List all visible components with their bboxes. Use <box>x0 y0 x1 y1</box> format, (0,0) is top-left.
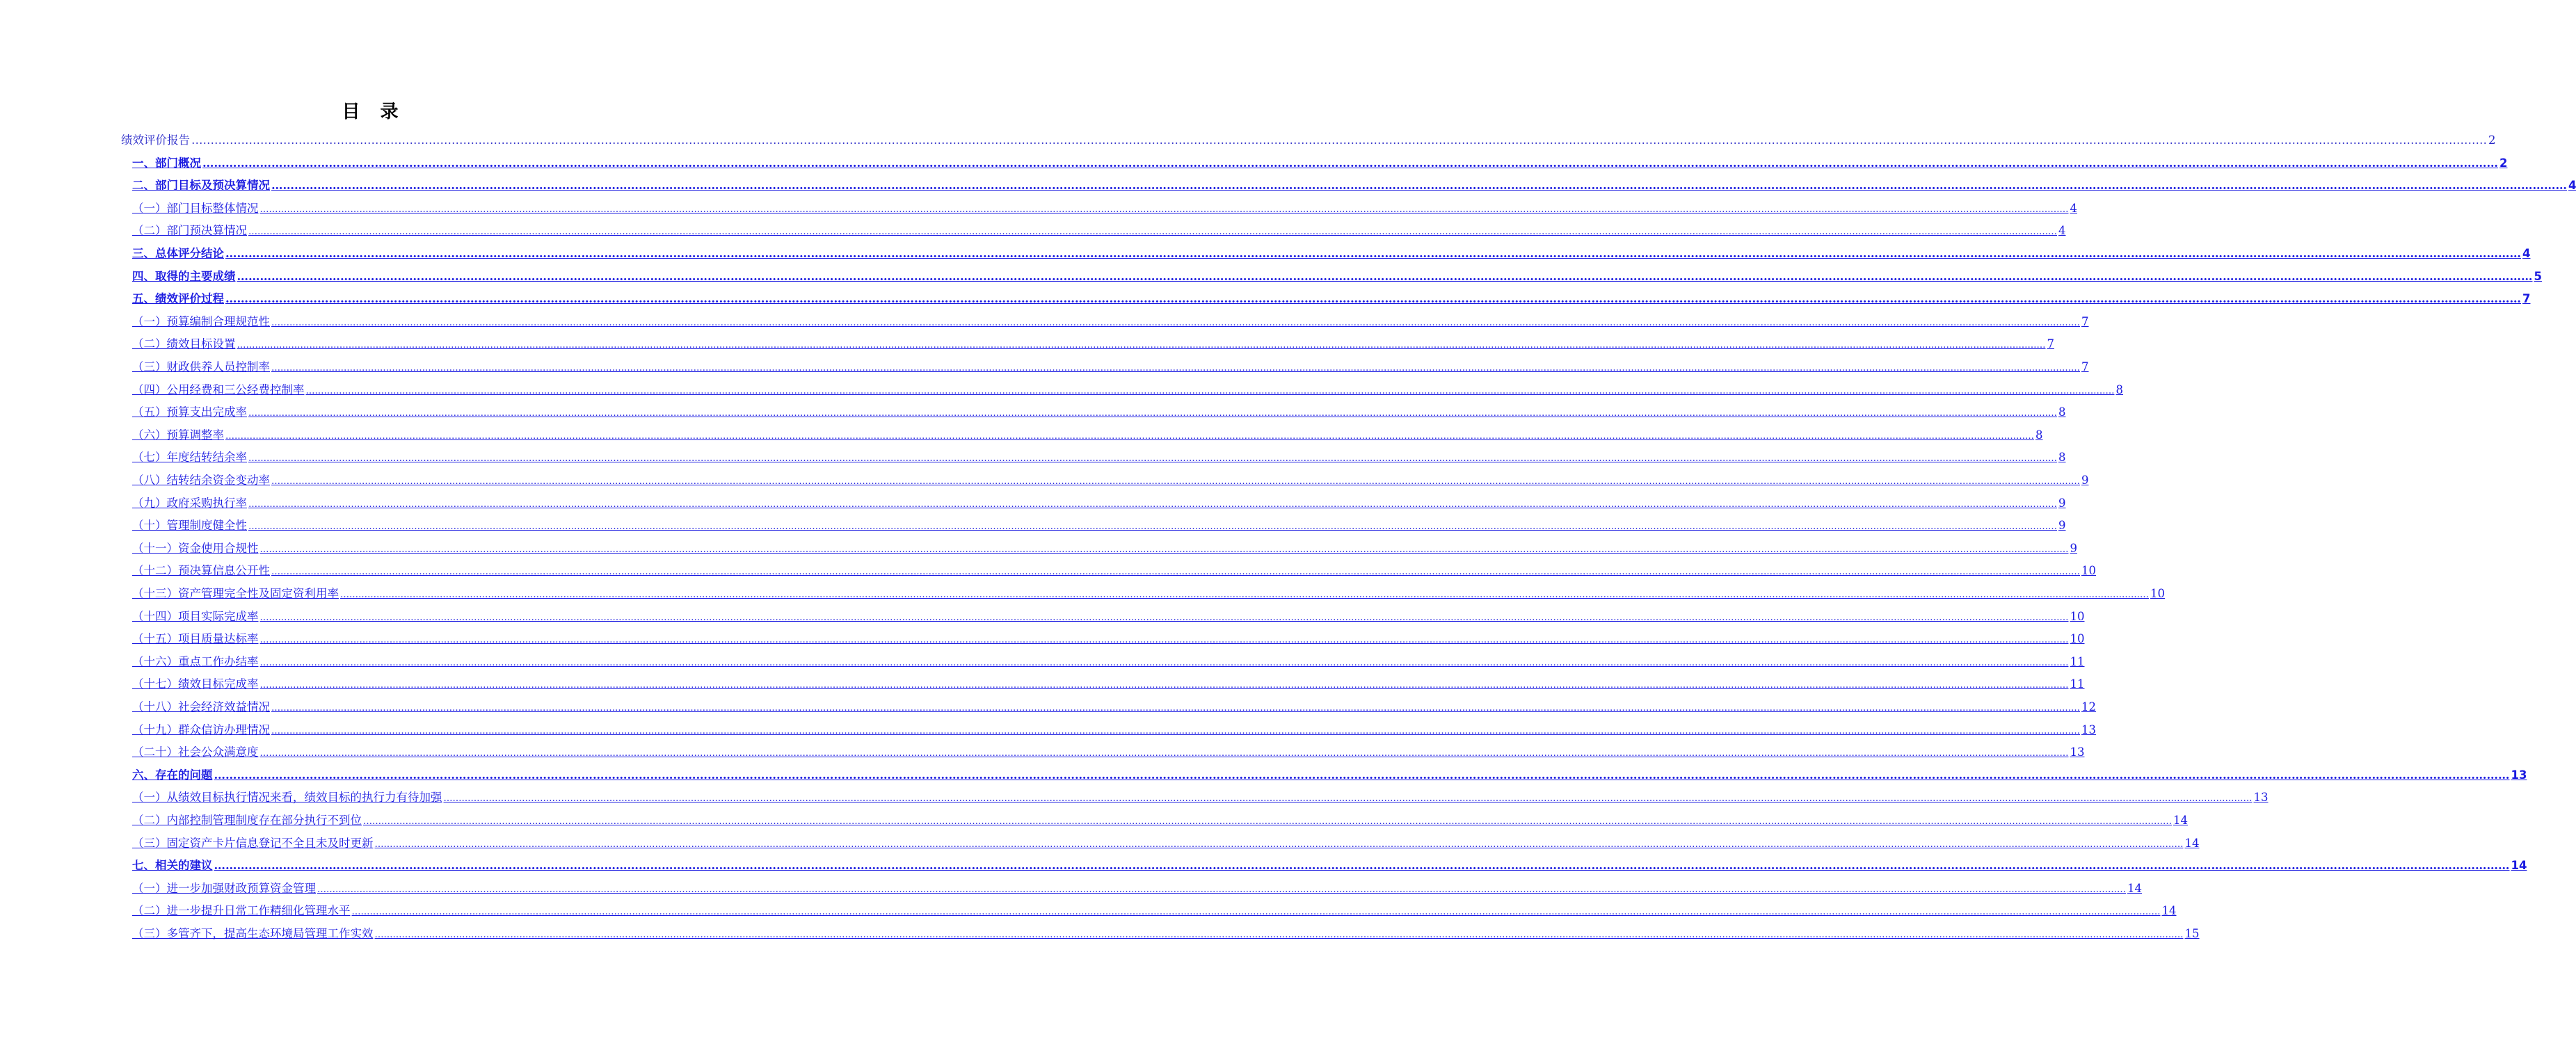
toc-entry[interactable] <box>132 563 2096 579</box>
toc-entry[interactable] <box>132 903 2177 919</box>
toc-entry-label: 六、存在的问题 <box>132 768 213 782</box>
toc-leader-dots: …………………………………………………………………………………………………………………………………………………………………………………………………………………………………………………………………………………………………………………………………………………………………………………………………………………………………………………………………………………………………………………………………………………… <box>259 544 2069 555</box>
toc-entry-page-number: 8 <box>2058 405 2066 419</box>
toc-entry-page-number: 2 <box>2499 156 2508 170</box>
toc-entry-label: （三）多管齐下，提高生态环境局管理工作实效 <box>132 927 374 940</box>
toc-entry-label: （十三）资产管理完全性及固定资利用率 <box>132 587 339 600</box>
toc-entry-page-number: 9 <box>2081 474 2089 487</box>
toc-entry-label: （二）部门预决算情况 <box>132 224 247 238</box>
toc-leader-dots: …………………………………………………………………………………………………………………………………………………………………………………………………………………………………………………………………………………………………………………………………………………………………………………………………………………………………………………………………………………………………………………………………………………… <box>259 204 2069 215</box>
toc-leader-dots: …………………………………………………………………………………………………………………………………………………………………………………………………………………………………………………………………………………………………………………………………………………………………………………………………………………………………………………………………………………………………………………………………………………… <box>225 292 2521 306</box>
toc-leader-dots: …………………………………………………………………………………………………………………………………………………………………………………………………………………………………………………………………………………………………………………………………………………………………………………………………………………………………………………………………………………………………………………………………………………… <box>259 680 2069 691</box>
toc-entry[interactable] <box>132 314 2089 330</box>
toc-entry[interactable] <box>132 268 2542 285</box>
toc-entry-page-number: 15 <box>2184 927 2200 940</box>
toc-leader-dots: …………………………………………………………………………………………………………………………………………………………………………………………………………………………………………………………………………………………………………………………………………………………………………………………………………………………………………………………………………………………………………………………………………………… <box>248 499 2057 510</box>
toc-entry-label: 五、绩效评价过程 <box>132 292 224 306</box>
toc-entry-page-number: 7 <box>2081 314 2089 328</box>
toc-leader-dots: …………………………………………………………………………………………………………………………………………………………………………………………………………………………………………………………………………………………………………………………………………………………………………………………………………………………………………………………………………………………………………………………………………………… <box>225 247 2521 260</box>
toc-entry-page-number: 14 <box>2184 836 2200 850</box>
toc-entry-label: （四）公用经费和三公经费控制率 <box>132 382 305 396</box>
toc-leader-dots: …………………………………………………………………………………………………………………………………………………………………………………………………………………………………………………………………………………………………………………………………………………………………………………………………………………………………………………………………………………………………………………………………………………… <box>271 363 2080 373</box>
toc-entry[interactable] <box>132 654 2085 670</box>
toc-entry-page-number: 4 <box>2070 201 2077 215</box>
toc-entry-label: （一）进一步加强财政预算资金管理 <box>132 881 316 895</box>
toc-entry-label: （十六）重点工作办结率 <box>132 654 259 668</box>
toc-entry-label: （三）固定资产卡片信息登记不全且未及时更新 <box>132 836 374 850</box>
toc-entry[interactable] <box>132 449 2066 466</box>
toc-entry[interactable] <box>132 631 2085 647</box>
toc-leader-dots: …………………………………………………………………………………………………………………………………………………………………………………………………………………………………………………………………………………………………………………………………………………………………………………………………………………………………………………………………………………………………………………………………………………… <box>191 134 2487 147</box>
toc-leader-dots: …………………………………………………………………………………………………………………………………………………………………………………………………………………………………………………………………………………………………………………………………………………………………………………………………………………………………………………………………………………………………………………………………………………… <box>259 635 2069 646</box>
toc-entry-label: 四、取得的主要成绩 <box>132 269 236 283</box>
toc-leader-dots: …………………………………………………………………………………………………………………………………………………………………………………………………………………………………………………………………………………………………………………………………………………………………………………………………………………………………………………………………………………………………………………………………………………… <box>237 340 2046 351</box>
toc-entry-page-number: 9 <box>2058 496 2066 510</box>
toc-entry-page-number: 7 <box>2522 292 2531 306</box>
toc-entry-label: 绩效评价报告 <box>121 134 190 147</box>
toc-entry-page-number: 13 <box>2511 768 2527 782</box>
toc-entry[interactable] <box>132 767 2527 784</box>
toc-entry[interactable] <box>132 517 2066 534</box>
toc-entry-label: （十一）资金使用合规性 <box>132 541 259 555</box>
toc-entry-page-number: 14 <box>2173 814 2188 827</box>
toc-entry-page-number: 10 <box>2070 632 2085 646</box>
page-title: 目 录 <box>342 102 406 122</box>
toc-entry[interactable] <box>132 223 2066 239</box>
toc-entry-page-number: 14 <box>2161 904 2177 918</box>
toc-entry-page-number: 7 <box>2081 360 2089 373</box>
toc-leader-dots: …………………………………………………………………………………………………………………………………………………………………………………………………………………………………………………………………………………………………………………………………………………………………………………………………………………………………………………………………………………………………………………………………………………… <box>214 859 2510 873</box>
toc-entry-label: （十二）预决算信息公开性 <box>132 564 270 578</box>
toc-entry-label: （七）年度结转结余率 <box>132 451 247 465</box>
toc-entry-label: 七、相关的建议 <box>132 859 213 873</box>
toc-entry-page-number: 8 <box>2058 451 2066 465</box>
toc-entry-page-number: 14 <box>2127 881 2142 895</box>
toc-leader-dots: …………………………………………………………………………………………………………………………………………………………………………………………………………………………………………………………………………………………………………………………………………………………………………………………………………………………………………………………………………………………………………………………………………………… <box>202 156 2498 170</box>
toc-entry[interactable] <box>132 608 2085 625</box>
toc-entry[interactable] <box>132 155 2508 172</box>
toc-entry-page-number: 9 <box>2058 519 2066 533</box>
toc-entry-page-number: 13 <box>2070 745 2085 759</box>
toc-entry[interactable] <box>132 722 2096 739</box>
toc-leader-dots: …………………………………………………………………………………………………………………………………………………………………………………………………………………………………………………………………………………………………………………………………………………………………………………………………………………………………………………………………………………………………………………………………………………… <box>271 703 2080 713</box>
toc-entry[interactable] <box>132 926 2200 942</box>
toc-entry[interactable] <box>132 540 2077 557</box>
toc-entry-label: 二、部门目标及预决算情况 <box>132 179 270 193</box>
toc-entry-label: （五）预算支出完成率 <box>132 405 247 419</box>
toc-entry[interactable] <box>132 200 2077 217</box>
toc-entry-label: （二十）社会公众满意度 <box>132 745 259 759</box>
toc-entry[interactable] <box>132 586 2165 602</box>
toc-leader-dots: …………………………………………………………………………………………………………………………………………………………………………………………………………………………………………………………………………………………………………………………………………………………………………………………………………………………………………………………………………………………………………………………………………………… <box>248 227 2057 238</box>
toc-leader-dots: …………………………………………………………………………………………………………………………………………………………………………………………………………………………………………………………………………………………………………………………………………………………………………………………………………………………………………………………………………………………………………………………………………………… <box>248 408 2057 419</box>
toc-leader-dots: …………………………………………………………………………………………………………………………………………………………………………………………………………………………………………………………………………………………………………………………………………………………………………………………………………………………………………………………………………………………………………………………………………………… <box>271 476 2080 487</box>
toc-entry-page-number: 12 <box>2081 700 2096 713</box>
toc-entry-label: （十八）社会经济效益情况 <box>132 700 270 713</box>
toc-entry-label: （十）管理制度健全性 <box>132 519 247 533</box>
toc-leader-dots: …………………………………………………………………………………………………………………………………………………………………………………………………………………………………………………………………………………………………………………………………………………………………………………………………………………………………………………………………………………………………………………………………………………… <box>259 612 2069 623</box>
toc-entry[interactable] <box>132 495 2066 512</box>
toc-leader-dots: …………………………………………………………………………………………………………………………………………………………………………………………………………………………………………………………………………………………………………………………………………………………………………………………………………………………………………………………………………………………………………………………………………………… <box>305 385 2115 396</box>
toc-entry[interactable] <box>132 404 2066 421</box>
toc-entry-label: （二）绩效目标设置 <box>132 337 236 351</box>
toc-leader-dots: …………………………………………………………………………………………………………………………………………………………………………………………………………………………………………………………………………………………………………………………………………………………………………………………………………………………………………………………………………………………………………………………………………………… <box>271 317 2080 328</box>
toc-entry-label: （十七）绩效目标完成率 <box>132 677 259 691</box>
toc-leader-dots: …………………………………………………………………………………………………………………………………………………………………………………………………………………………………………………………………………………………………………………………………………………………………………………………………………………………………………………………………………………………………………………………………………………… <box>443 793 2253 805</box>
toc-entry[interactable] <box>132 245 2531 262</box>
toc-entry-label: （八）结转结余资金变动率 <box>132 474 270 487</box>
toc-entry[interactable] <box>132 812 2188 829</box>
toc-leader-dots: …………………………………………………………………………………………………………………………………………………………………………………………………………………………………………………………………………………………………………………………………………………………………………………………………………………………………………………………………………………………………………………………………………………… <box>259 748 2069 759</box>
toc-entry[interactable] <box>132 427 2043 444</box>
toc-entry-page-number: 4 <box>2568 179 2576 193</box>
toc-leader-dots: …………………………………………………………………………………………………………………………………………………………………………………………………………………………………………………………………………………………………………………………………………………………………………………………………………………………………………………………………………………………………………………………………………………… <box>237 269 2533 283</box>
toc-entry-page-number: 4 <box>2058 224 2066 238</box>
toc-entry-label: （十五）项目质量达标率 <box>132 632 259 646</box>
toc-entry-label: （二）进一步提升日常工作精细化管理水平 <box>132 904 351 918</box>
toc-entry-label: （一）从绩效目标执行情况来看，绩效目标的执行力有待加强 <box>132 791 442 805</box>
toc-leader-dots: …………………………………………………………………………………………………………………………………………………………………………………………………………………………………………………………………………………………………………………………………………………………………………………………………………………………………………………………………………………………………………………………………………………… <box>248 522 2057 533</box>
toc-entry[interactable] <box>132 789 2269 806</box>
toc-entry[interactable] <box>132 177 2576 194</box>
toc-entry-page-number: 10 <box>2150 587 2165 600</box>
toc-leader-dots: …………………………………………………………………………………………………………………………………………………………………………………………………………………………………………………………………………………………………………………………………………………………………………………………………………………………………………………………………………………………………………………………………………………… <box>340 590 2149 600</box>
toc-entry[interactable] <box>132 744 2085 761</box>
toc-leader-dots: …………………………………………………………………………………………………………………………………………………………………………………………………………………………………………………………………………………………………………………………………………………………………………………………………………………………………………………………………………………………………………………………………………………… <box>271 725 2080 736</box>
toc-entry[interactable] <box>121 132 2496 149</box>
toc-entry-page-number: 2 <box>2488 134 2496 147</box>
toc-entry[interactable] <box>132 359 2089 376</box>
toc-entry-label: （三）财政供养人员控制率 <box>132 360 270 373</box>
toc-entry-page-number: 8 <box>2035 428 2043 442</box>
toc-entry-page-number: 8 <box>2115 382 2123 396</box>
toc-entry-page-number: 9 <box>2070 541 2077 555</box>
toc-entry-label: （六）预算调整率 <box>132 428 224 442</box>
toc-entry-page-number: 14 <box>2511 859 2527 873</box>
toc-leader-dots: …………………………………………………………………………………………………………………………………………………………………………………………………………………………………………………………………………………………………………………………………………………………………………………………………………………………………………………………………………………………………………………………………………………… <box>374 839 2184 850</box>
toc-entry-page-number: 13 <box>2253 791 2269 805</box>
toc-entry[interactable] <box>132 336 2054 353</box>
toc-entry[interactable] <box>132 291 2531 307</box>
toc-entry[interactable] <box>132 699 2096 716</box>
toc-entry[interactable] <box>132 676 2085 693</box>
toc-entry-label: （十四）项目实际完成率 <box>132 609 259 623</box>
toc-entry-label: （一）预算编制合理规范性 <box>132 314 270 328</box>
toc-leader-dots: …………………………………………………………………………………………………………………………………………………………………………………………………………………………………………………………………………………………………………………………………………………………………………………………………………………………………………………………………………………………………………………………………………………… <box>248 453 2057 465</box>
toc-entry-label: （二）内部控制管理制度存在部分执行不到位 <box>132 814 362 827</box>
toc-entry[interactable] <box>132 857 2527 874</box>
toc-entry-label: （十九）群众信访办理情况 <box>132 723 270 736</box>
toc-leader-dots: …………………………………………………………………………………………………………………………………………………………………………………………………………………………………………………………………………………………………………………………………………………………………………………………………………………………………………………………………………………………………………………………………………………… <box>317 884 2126 895</box>
toc-leader-dots: …………………………………………………………………………………………………………………………………………………………………………………………………………………………………………………………………………………………………………………………………………………………………………………………………………………………………………………………………………………………………………………………………………………… <box>259 657 2069 668</box>
toc-entry[interactable] <box>132 880 2142 897</box>
toc-leader-dots: …………………………………………………………………………………………………………………………………………………………………………………………………………………………………………………………………………………………………………………………………………………………………………………………………………………………………………………………………………………………………………………………………………………… <box>374 930 2184 940</box>
toc-leader-dots: …………………………………………………………………………………………………………………………………………………………………………………………………………………………………………………………………………………………………………………………………………………………………………………………………………………………………………………………………………………………………………………………………………………… <box>363 816 2172 827</box>
toc-entry-page-number: 4 <box>2522 247 2531 260</box>
toc-entry-page-number: 11 <box>2070 654 2085 668</box>
toc-entry-page-number: 5 <box>2534 269 2542 283</box>
toc-leader-dots: …………………………………………………………………………………………………………………………………………………………………………………………………………………………………………………………………………………………………………………………………………………………………………………………………………………………………………………………………………………………………………………………………………………… <box>351 907 2161 918</box>
toc-entry[interactable] <box>132 382 2123 398</box>
toc-entry-label: 一、部门概况 <box>132 156 201 170</box>
toc-entry[interactable] <box>132 472 2089 489</box>
toc-entry-page-number: 13 <box>2081 723 2096 736</box>
toc-entry-page-number: 10 <box>2070 609 2085 623</box>
toc-leader-dots: …………………………………………………………………………………………………………………………………………………………………………………………………………………………………………………………………………………………………………………………………………………………………………………………………………………………………………………………………………………………………………………………………………………… <box>225 430 2034 442</box>
toc-entry-label: （一）部门目标整体情况 <box>132 201 259 215</box>
toc-leader-dots: …………………………………………………………………………………………………………………………………………………………………………………………………………………………………………………………………………………………………………………………………………………………………………………………………………………………………………………………………………………………………………………………………………………… <box>214 768 2510 782</box>
toc-entry[interactable] <box>132 835 2200 852</box>
toc-entry-label: （九）政府采购执行率 <box>132 496 247 510</box>
toc-leader-dots: …………………………………………………………………………………………………………………………………………………………………………………………………………………………………………………………………………………………………………………………………………………………………………………………………………………………………………………………………………………………………………………………………………………… <box>271 179 2567 193</box>
toc-leader-dots: …………………………………………………………………………………………………………………………………………………………………………………………………………………………………………………………………………………………………………………………………………………………………………………………………………………………………………………………………………………………………………………………………………………… <box>271 567 2080 578</box>
toc-entry-page-number: 10 <box>2081 564 2096 578</box>
toc-entry-page-number: 11 <box>2070 677 2085 691</box>
toc-entry-label: 三、总体评分结论 <box>132 247 224 260</box>
toc-entry-page-number: 7 <box>2047 337 2054 351</box>
